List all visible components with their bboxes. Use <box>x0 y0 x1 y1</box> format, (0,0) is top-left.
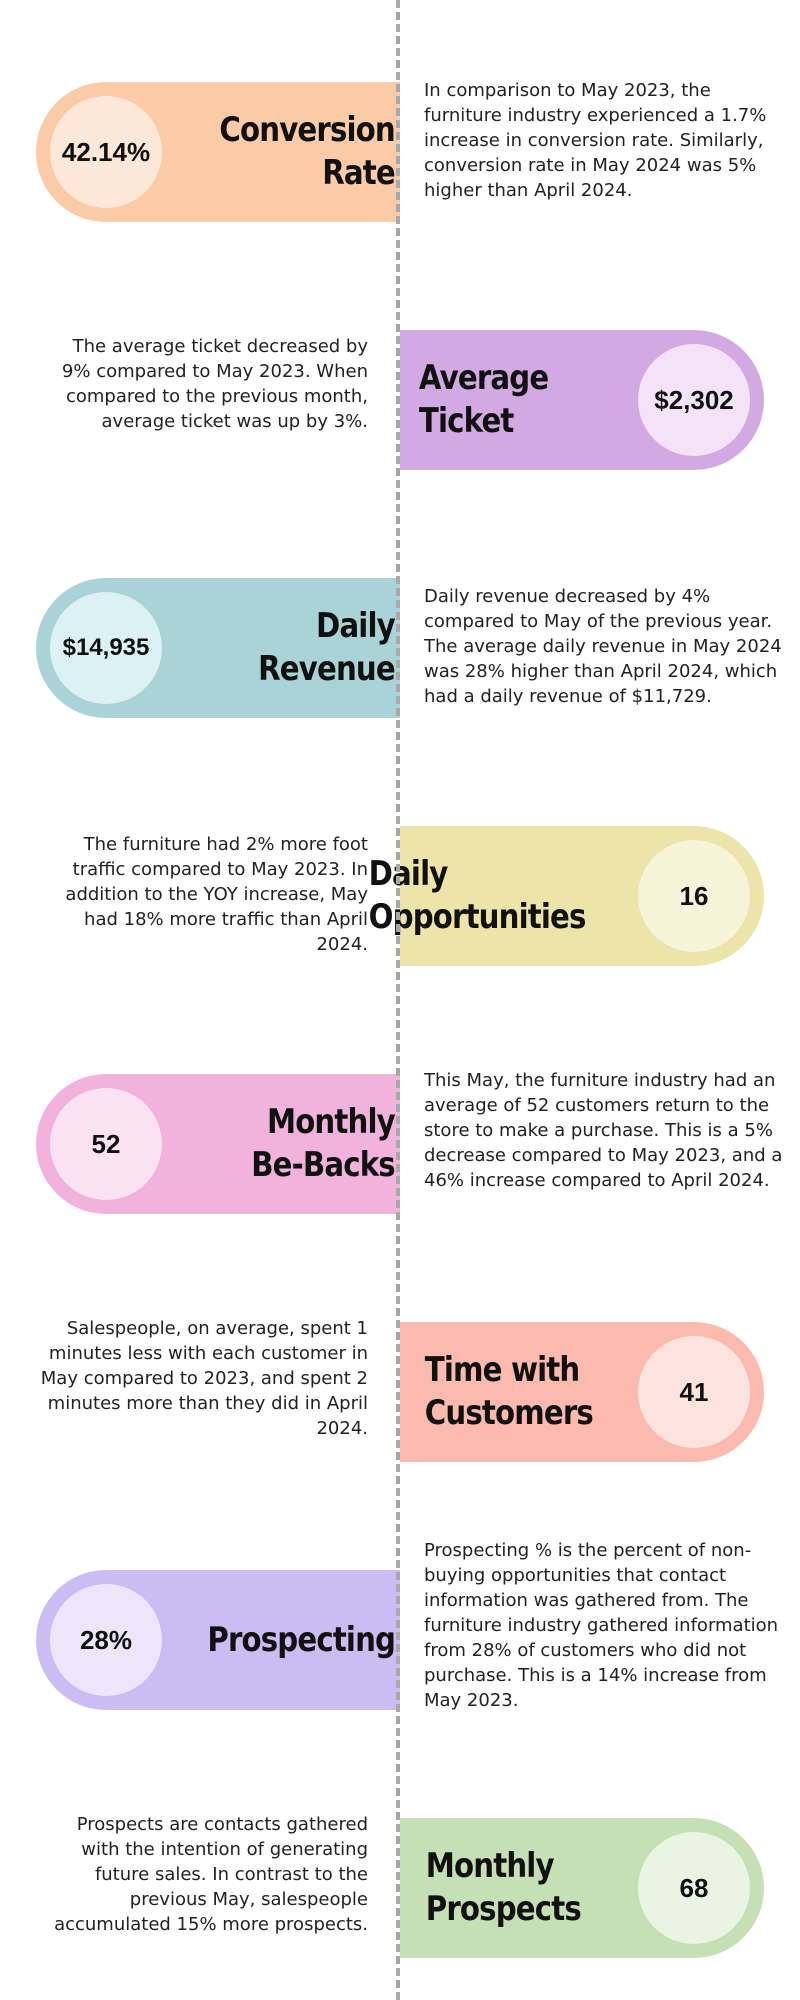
metric-title-line: Daily <box>368 854 448 895</box>
metric-value: 16 <box>679 880 709 911</box>
metric-pill <box>36 1074 400 1214</box>
metric-title <box>207 605 400 691</box>
metric-value: 41 <box>679 1376 709 1407</box>
metric-description: Daily revenue decreased by 4% compared to May of the previous year. The average daily revenue in May 2024 was 28% higher than April 2024, which had a daily revenue of $11,729. <box>424 586 782 707</box>
metric-daily-revenue <box>0 574 800 722</box>
metric-description: Salespeople, on average, spent 1 minutes less with each customer in May compared to 2023, and spent 2 minutes more than they did in April 2024. <box>40 1318 368 1439</box>
metric-title-line: Average <box>418 358 549 399</box>
metric-pill <box>400 330 764 470</box>
metric-pill <box>400 1322 764 1462</box>
metric-average-ticket <box>0 326 800 474</box>
metric-title <box>207 1619 400 1662</box>
metric-title-line: Conversion <box>219 110 395 151</box>
metric-value: 52 <box>91 1128 121 1159</box>
metric-pill <box>36 1570 400 1710</box>
metric-value: 28% <box>79 1624 133 1655</box>
metric-value-circle <box>50 1088 162 1200</box>
metric-title <box>400 357 593 443</box>
metric-title-line: Customers <box>424 1393 593 1433</box>
metric-value-circle <box>638 344 750 456</box>
metric-conversion-rate <box>0 78 800 226</box>
metric-title <box>207 1101 400 1187</box>
metric-description: The furniture had 2% more foot traffic compared to May 2023. In addition to the YOY increase, May had 18% more traffic than April 2024. <box>65 834 368 955</box>
metric-value-circle <box>638 1336 750 1448</box>
metric-description: In comparison to May 2023, the furniture industry experienced a 1.7% increase in conversion rate. Similarly, conversion rate in May 2024 was 5% higher than April 2024. <box>424 80 767 201</box>
metric-pill <box>400 1818 764 1958</box>
metric-pill <box>36 82 400 222</box>
metric-description: This May, the furniture industry had an average of 52 customers return to the store to make a purchase. This is a 5% decrease compared to May 2023, and a 46% increase compared to April 2024. <box>424 1070 783 1191</box>
metric-title <box>348 853 586 939</box>
metric-value-circle <box>50 592 162 704</box>
metric-value: 68 <box>679 1872 709 1903</box>
metric-title <box>207 109 400 195</box>
metric-description: Prospecting % is the percent of non-buying opportunities that contact information was gathered from. The furniture industry gathered information from 28% of customers who did not purchase. This is a 14% increase from May 2023. <box>424 1540 779 1711</box>
metric-monthly-prospects <box>0 1814 800 1962</box>
metric-title-line: Monthly <box>266 1102 395 1143</box>
metric-title-line: Revenue <box>258 649 395 689</box>
metric-title-line: Prospecting <box>207 1619 396 1660</box>
metric-title <box>399 1349 593 1435</box>
metric-description: The average ticket decreased by 9% compared to May 2023. When compared to the previous month, average ticket was up by 3%. <box>61 336 368 432</box>
metric-value-circle <box>50 96 162 208</box>
metric-value: $14,935 <box>62 634 150 661</box>
metric-value-circle <box>50 1584 162 1696</box>
metric-title-line: Time with <box>424 1350 579 1391</box>
metric-value-circle <box>638 1832 750 1944</box>
timeline-divider <box>396 0 400 2000</box>
metric-value: 42.14% <box>61 136 151 167</box>
metric-title-line: Daily <box>316 606 395 647</box>
metric-daily-opportunities <box>0 822 800 970</box>
metric-title-line: Be-Backs <box>251 1145 395 1185</box>
metric-pill <box>368 826 764 966</box>
metric-title-line: Monthly <box>425 1846 554 1887</box>
metric-monthly-be-backs <box>0 1070 800 1218</box>
metric-title <box>400 1845 593 1931</box>
metric-value: $2,302 <box>654 384 734 415</box>
metric-title-line: Rate <box>322 153 395 193</box>
metric-title-line: Prospects <box>425 1889 581 1929</box>
metric-pill <box>36 578 400 718</box>
metric-description: Prospects are contacts gathered with the intention of generating future sales. In contrast to the previous May, salespeople accumulated 15% more prospects. <box>54 1814 368 1935</box>
metric-title-line: Opportunities <box>368 897 586 937</box>
metric-title-line: Ticket <box>418 401 514 441</box>
metric-time-with-customers <box>0 1318 800 1466</box>
metric-prospecting <box>0 1540 800 1714</box>
metric-value-circle <box>638 840 750 952</box>
